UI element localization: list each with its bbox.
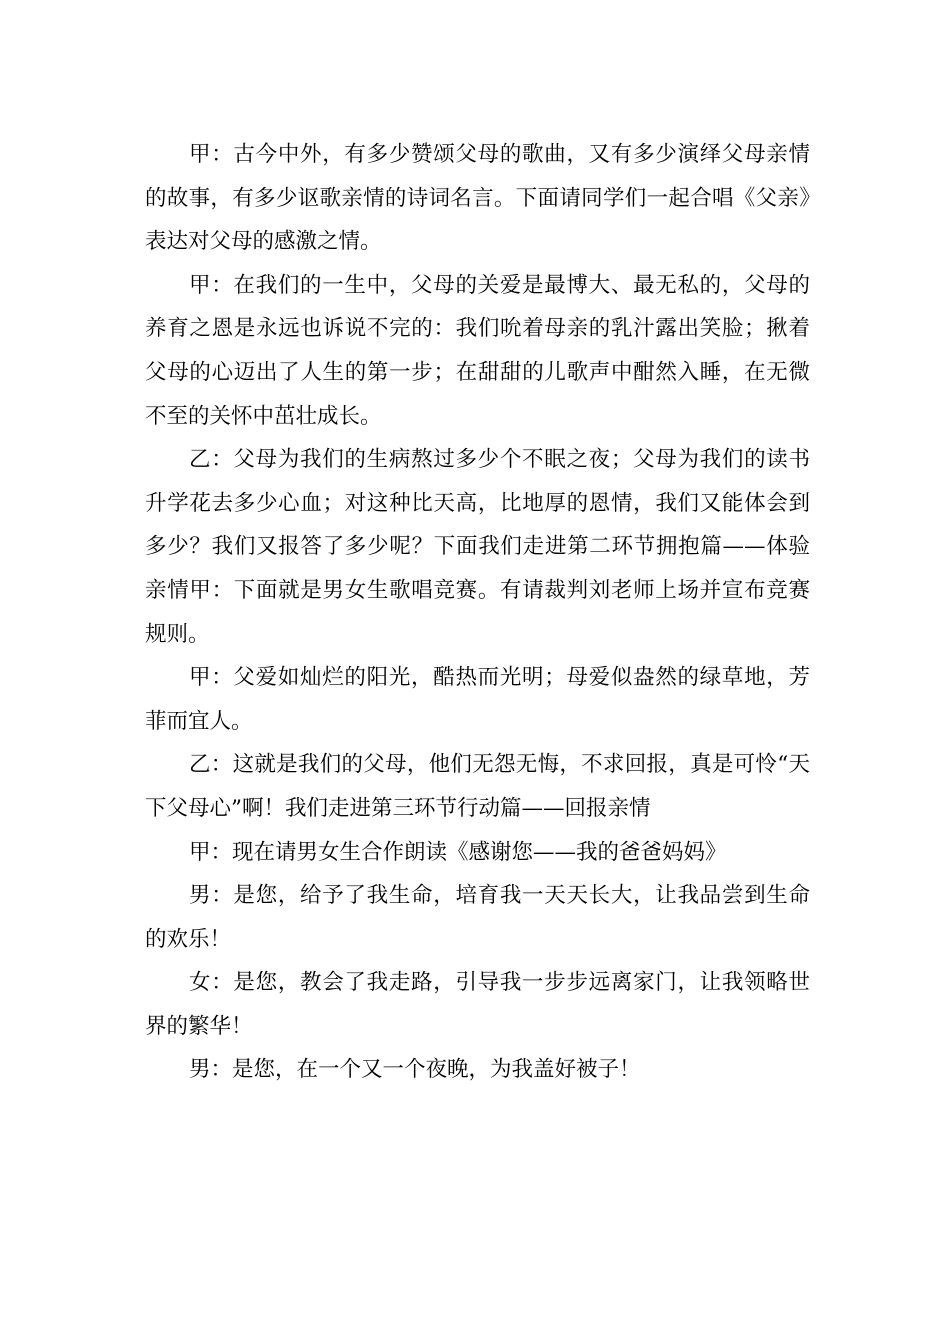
paragraph-1: 甲：古今中外，有多少赞颂父母的歌曲，又有多少演绎父母亲情的故事，有多少讴歌亲情的诗词名言。下面请同学们一起合唱《父亲》表达对父母的感激之情。	[145, 142, 810, 255]
paragraph-2: 甲：在我们的一生中，父母的关爱是最博大、最无私的，父母的养育之恩是永远也诉说不完的：我们吮着母亲的乳汁露出笑脸；揪着父母的心迈出了人生的第一步；在甜甜的儿歌声中酣然入睡，在无微不至的关怀中茁壮成长。	[145, 272, 810, 429]
text-body	[145, 133, 810, 1092]
paragraph-4: 甲：父爱如灿烂的阳光，酷热而光明；母爱似盎然的绿草地，芳菲而宜人。	[145, 665, 810, 734]
paragraph-8: 女：是您，教会了我走路，引导我一步步远离家门，让我领略世界的繁华！	[145, 970, 810, 1039]
paragraph-3: 乙：父母为我们的生病熬过多少个不眠之夜；父母为我们的读书升学花去多少心血；对这种比天高，比地厚的恩情，我们又能体会到多少？我们又报答了多少呢？下面我们走进第二环节拥抱篇——体验亲情甲：下面就是男女生歌唱竞赛。有请裁判刘老师上场并宣布竞赛规则。	[145, 447, 810, 647]
paragraph-7: 男：是您，给予了我生命，培育我一天天长大，让我品尝到生命的欢乐！	[145, 883, 810, 952]
paragraph-9: 男：是您，在一个又一个夜晚，为我盖好被子！	[189, 1057, 641, 1083]
paragraph-6: 甲：现在请男女生合作朗读《感谢您——我的爸爸妈妈》	[189, 839, 727, 865]
paragraph-5: 乙：这就是我们的父母，他们无怨无悔，不求回报，真是可怜“天下父母心”啊！我们走进第三环节行动篇——回报亲情	[145, 752, 810, 821]
